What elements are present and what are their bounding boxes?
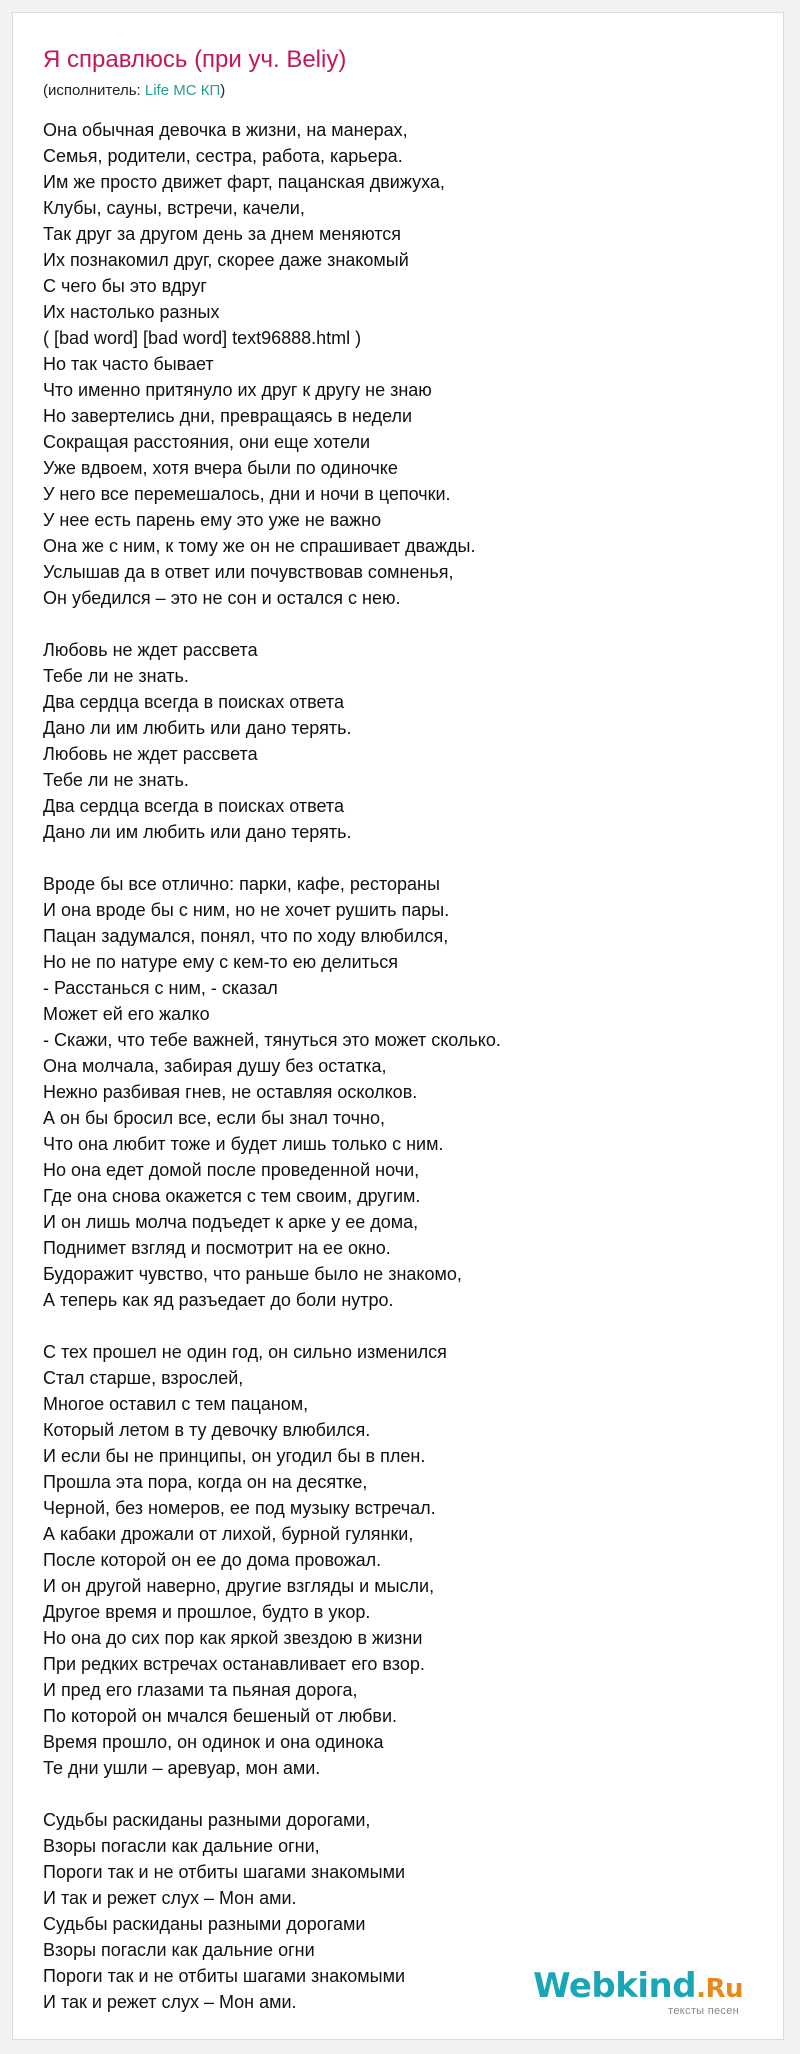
lyric-line: Вроде бы все отлично: парки, кафе, рестораны (43, 874, 440, 894)
lyric-line: Она обычная девочка в жизни, на манерах, (43, 120, 408, 140)
lyric-line: Их настолько разных (43, 302, 220, 322)
lyric-line: Где она снова окажется с тем своим, другим. (43, 1186, 421, 1206)
lyric-line: - Расстанься с ним, - сказал (43, 978, 278, 998)
lyric-line: Клубы, сауны, встречи, качели, (43, 198, 305, 218)
lyric-line: - Скажи, что тебе важней, тянуться это может сколько. (43, 1030, 501, 1050)
lyric-line: Уже вдвоем, хотя вчера были по одиночке (43, 458, 398, 478)
lyric-line: Но она до сих пор как яркой звездою в жизни (43, 1628, 423, 1648)
lyric-line: Пороги так и не отбиты шагами знакомыми (43, 1966, 406, 1986)
artist-link[interactable]: Life MC КП (144, 82, 221, 99)
lyric-line: Черной, без номеров, ее под музыку встречал. (43, 1498, 436, 1518)
lyric-line: Будоражит чувство, что раньше было не знакомо, (43, 1264, 462, 1284)
lyric-line: Стал старше, взрослей, (43, 1368, 244, 1388)
lyric-line: Нежно разбивая гнев, не оставляя осколков. (43, 1082, 418, 1102)
lyric-line: Но завертелись дни, превращаясь в недели (43, 406, 413, 426)
lyric-line: Она молчала, забирая душу без остатка, (43, 1056, 387, 1076)
stanza-break (43, 1781, 763, 1807)
lyric-line: Но не по натуре ему с кем-то ею делиться (43, 952, 398, 972)
lyric-line: И так и режет слух – Мон ами. (43, 1888, 297, 1908)
lyric-line: Услышав да в ответ или почувствовав сомненья, (43, 562, 454, 582)
lyric-line: Так друг за другом день за днем меняются (43, 224, 401, 244)
lyric-line: И он другой наверно, другие взгляды и мысли, (43, 1576, 435, 1596)
stanza-break (43, 611, 763, 637)
lyric-line: Два сердца всегда в поисках ответа (43, 796, 344, 816)
lyric-line: Что именно притянуло их друг к другу не знаю (43, 380, 432, 400)
lyric-line: Тебе ли не знать. (43, 666, 189, 686)
artist-prefix: (исполнитель: (43, 82, 145, 99)
lyric-line: И он лишь молча подъедет к арке у ее дома, (43, 1212, 419, 1232)
lyric-line: У нее есть парень ему это уже не важно (43, 510, 382, 530)
lyric-line: Может ей его жалко (43, 1004, 210, 1024)
lyric-line: Прошла эта пора, когда он на десятке, (43, 1472, 368, 1492)
lyric-line: И так и режет слух – Мон ами. (43, 1992, 297, 2012)
logo-tagline: тексты песен (668, 2005, 739, 2017)
lyric-line: Он убедился – это не сон и остался с нею. (43, 588, 401, 608)
lyric-line: Но она едет домой после проведенной ночи, (43, 1160, 420, 1180)
lyric-line: Время прошло, он одинок и она одинока (43, 1732, 384, 1752)
lyrics-text (43, 117, 763, 2015)
lyric-line: И пред его глазами та пьяная дорога, (43, 1680, 358, 1700)
lyric-line: Тебе ли не знать. (43, 770, 189, 790)
lyric-line: По которой он мчался бешеный от любви. (43, 1706, 398, 1726)
lyric-line: У него все перемешалось, дни и ночи в цепочки. (43, 484, 451, 504)
lyric-line: Другое время и прошлое, будто в укор. (43, 1602, 371, 1622)
site-logo[interactable] (533, 1968, 743, 2017)
lyric-line: Пороги так и не отбиты шагами знакомыми (43, 1862, 406, 1882)
lyric-line: Дано ли им любить или дано терять. (43, 718, 352, 738)
lyric-line: При редких встречах останавливает его взор. (43, 1654, 425, 1674)
lyric-line: После которой он ее до дома провожал. (43, 1550, 382, 1570)
logo-main-text: Webkind (533, 1966, 697, 2006)
lyric-line: А кабаки дрожали от лихой, бурной гулянки, (43, 1524, 414, 1544)
lyric-line: Судьбы раскиданы разными дорогами, (43, 1810, 371, 1830)
lyric-line: Многое оставил с тем пацаном, (43, 1394, 309, 1414)
lyric-line: Дано ли им любить или дано терять. (43, 822, 352, 842)
lyric-line: Любовь не ждет рассвета (43, 640, 258, 660)
lyric-line: Те дни ушли – аревуар, мон ами. (43, 1758, 321, 1778)
lyrics-page (12, 12, 784, 2040)
lyric-line: А теперь как яд разъедает до боли нутро. (43, 1290, 394, 1310)
lyric-line: С тех прошел не один год, он сильно изменился (43, 1342, 447, 1362)
lyric-line: С чего бы это вдруг (43, 276, 207, 296)
song-title: Я справлюсь (при уч. Beliy) (43, 46, 347, 73)
artist-suffix: ) (220, 82, 226, 99)
logo-wordmark (533, 1968, 743, 2007)
lyric-line: Взоры погасли как дальние огни, (43, 1836, 320, 1856)
lyric-line: Сокращая расстояния, они еще хотели (43, 432, 371, 452)
lyric-line: А он бы бросил все, если бы знал точно, (43, 1108, 385, 1128)
lyric-line: ( [bad word] [bad word] text96888.html ) (43, 328, 362, 348)
lyric-line: Который летом в ту девочку влюбился. (43, 1420, 371, 1440)
logo-suffix: .Ru (696, 1974, 743, 2004)
lyric-line: Их познакомил друг, скорее даже знакомый (43, 250, 409, 270)
stanza-break (43, 845, 763, 871)
lyric-line: Два сердца всегда в поисках ответа (43, 692, 344, 712)
artist-line (43, 82, 225, 100)
lyric-line: Пацан задумался, понял, что по ходу влюбился, (43, 926, 449, 946)
lyric-line: И она вроде бы с ним, но не хочет рушить пары. (43, 900, 450, 920)
lyric-line: Что она любит тоже и будет лишь только с ним. (43, 1134, 444, 1154)
lyric-line: Им же просто движет фарт, пацанская движуха, (43, 172, 445, 192)
lyric-line: Взоры погасли как дальние огни (43, 1940, 315, 1960)
lyric-line: И если бы не принципы, он угодил бы в плен. (43, 1446, 426, 1466)
lyric-line: Любовь не ждет рассвета (43, 744, 258, 764)
lyric-line: Семья, родители, сестра, работа, карьера. (43, 146, 403, 166)
lyric-line: Она же с ним, к тому же он не спрашивает дважды. (43, 536, 476, 556)
stanza-break (43, 1313, 763, 1339)
lyric-line: Поднимет взгляд и посмотрит на ее окно. (43, 1238, 391, 1258)
lyric-line: Но так часто бывает (43, 354, 214, 374)
lyric-line: Судьбы раскиданы разными дорогами (43, 1914, 366, 1934)
